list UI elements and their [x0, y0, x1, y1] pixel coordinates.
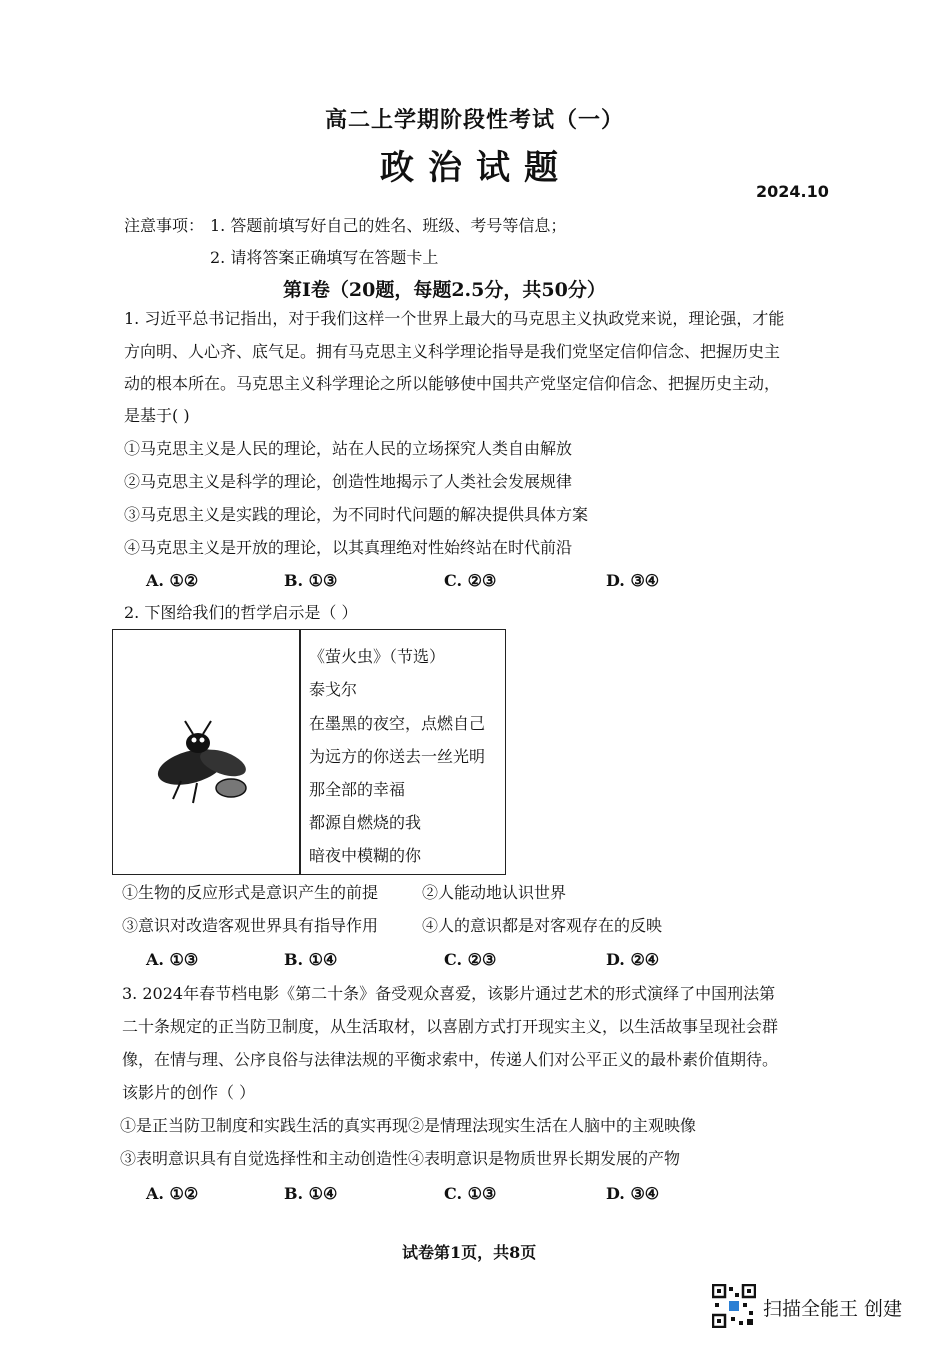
poem-line-5: 暗夜中模糊的你: [309, 846, 422, 865]
q1-option-b: B. ①③: [284, 571, 338, 590]
poem-figure: [112, 629, 506, 875]
q3-option-a: A. ①②: [146, 1184, 199, 1203]
q2-item-2: ②人能动地认识世界: [422, 883, 567, 902]
figure-divider: [299, 630, 301, 874]
q1-line-4: 是基于( ): [124, 406, 190, 425]
notes-label: 注意事项：: [124, 216, 205, 235]
firefly-image: [153, 715, 263, 815]
q2-option-a: A. ①③: [146, 950, 199, 969]
page-footer: 试卷第1页，共8页: [402, 1243, 537, 1262]
poem-title: 《萤火虫》（节选）: [309, 647, 446, 666]
exam-date: 2024.10: [756, 182, 829, 201]
q3-item-2: ③表明意识具有自觉选择性和主动创造性④表明意识是物质世界长期发展的产物: [120, 1149, 681, 1168]
poem-line-2: 为远方的你送去一丝光明: [309, 747, 486, 766]
qr-code-icon: [712, 1284, 756, 1328]
q2-option-d: D. ②④: [606, 950, 660, 969]
q1-item-4: ④马克思主义是开放的理论，以其真理绝对性始终站在时代前沿: [124, 538, 573, 557]
q2-item-4: ④人的意识都是对客观存在的反映: [422, 916, 663, 935]
q1-line-2: 方向明、人心齐、底气足。拥有马克思主义科学理论指导是我们党坚定信仰信念、把握历史主: [124, 342, 781, 361]
q1-item-2: ②马克思主义是科学的理论，创造性地揭示了人类社会发展规律: [124, 472, 573, 491]
notes-item-2: 2. 请将答案正确填写在答题卡上: [210, 248, 439, 267]
q3-line-1: 3. 2024年春节档电影《第二十条》备受观众喜爱，该影片通过艺术的形式演绎了中国刑法第: [122, 984, 776, 1003]
poem-line-4: 都源自燃烧的我: [309, 813, 422, 832]
q1-item-1: ①马克思主义是人民的理论，站在人民的立场探究人类自由解放: [124, 439, 573, 458]
q2-stem: 2. 下图给我们的哲学启示是（ ）: [124, 603, 358, 622]
q2-option-c: C. ②③: [444, 950, 497, 969]
q1-option-a: A. ①②: [146, 571, 199, 590]
q2-item-1: ①生物的反应形式是意识产生的前提: [122, 883, 379, 902]
subject-title: 政治试题: [380, 148, 572, 188]
q1-line-1: 1. 习近平总书记指出，对于我们这样一个世界上最大的马克思主义执政党来说，理论强，才能: [124, 309, 785, 328]
q3-line-2: 二十条规定的正当防卫制度，从生活取材，以喜剧方式打开现实主义，以生活故事呈现社会群: [122, 1017, 779, 1036]
q1-line-3: 动的根本所在。马克思主义科学理论之所以能够使中国共产党坚定信仰信念、把握历史主动，: [124, 374, 781, 393]
q2-item-3: ③意识对改造客观世界具有指导作用: [122, 916, 379, 935]
scanner-watermark: 扫描全能王 创建: [763, 1298, 903, 1320]
poem-line-1: 在墨黑的夜空，点燃自己: [309, 714, 486, 733]
q3-item-1: ①是正当防卫制度和实践生活的真实再现②是情理法现实生活在人脑中的主观映像: [120, 1116, 697, 1135]
q1-item-3: ③马克思主义是实践的理论，为不同时代问题的解决提供具体方案: [124, 505, 589, 524]
exam-title: 高二上学期阶段性考试（一）: [325, 107, 625, 133]
notes-item-1: 1. 答题前填写好自己的姓名、班级、考号等信息；: [210, 216, 567, 235]
q2-option-b: B. ①④: [284, 950, 338, 969]
q1-option-d: D. ③④: [606, 571, 660, 590]
poem-line-3: 那全部的幸福: [309, 780, 406, 799]
q3-option-c: C. ①③: [444, 1184, 497, 1203]
q3-option-d: D. ③④: [606, 1184, 660, 1203]
section-heading: 第I卷（20题，每题2.5分，共50分）: [283, 279, 606, 301]
q3-line-3: 像，在情与理、公序良俗与法律法规的平衡求索中，传递人们对公平正义的最朴素价值期待。: [122, 1050, 779, 1069]
poem-author: 泰戈尔: [309, 680, 358, 699]
q3-line-4: 该影片的创作（ ）: [122, 1083, 256, 1102]
q3-option-b: B. ①④: [284, 1184, 338, 1203]
q1-option-c: C. ②③: [444, 571, 497, 590]
